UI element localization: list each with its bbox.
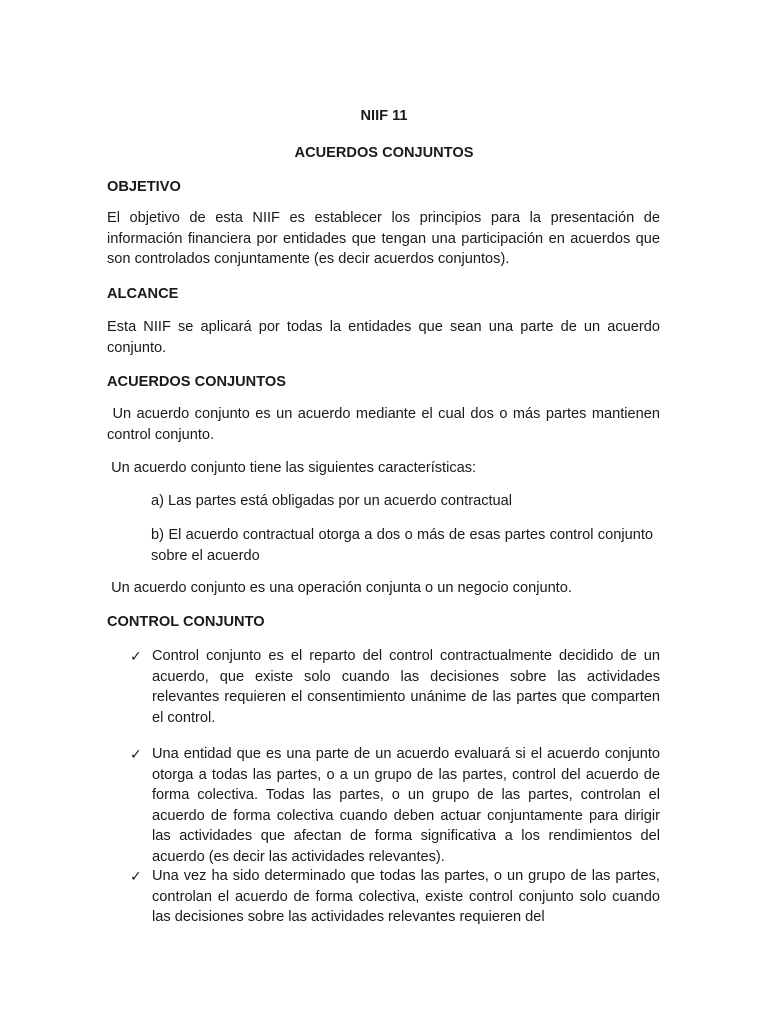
document-subtitle: ACUERDOS CONJUNTOS [294,145,474,161]
checkmark-icon: ✓ [130,868,142,884]
paragraph-alcance: Esta NIIF se aplicará por todas la entidades que sean una parte de un acuerdo conjunto. [107,319,660,356]
checkmark-icon: ✓ [130,746,142,762]
heading-control-conjunto: CONTROL CONJUNTO [107,614,265,630]
heading-acuerdos-conjuntos: ACUERDOS CONJUNTOS [107,374,286,390]
list-item-a: a) Las partes está obligadas por un acuerdo contractual [151,493,513,509]
checklist-item-text: Control conjunto es el reparto del control contractualmente decidido de un acuerdo, que existe solo cuando las decisiones sobre las actividades relevantes requieren el consentimiento unánime de las partes que comparten el control. [152,648,660,726]
paragraph-acuerdos-caracteristicas: Un acuerdo conjunto tiene las siguientes características: [107,460,477,476]
checklist-item [130,646,660,728]
paragraph-acuerdos-definicion: Un acuerdo conjunto es un acuerdo mediante el cual dos o más partes mantienen control conjunto. [107,406,665,443]
checklist-item-text: Una entidad que es una parte de un acuerdo evaluará si el acuerdo conjunto otorga a todas las partes, o a un grupo de las partes, control del acuerdo de forma colectiva. Todas las partes, o un grupo de las partes, controlan el acuerdo de forma colectiva cuando deben actuar conjuntamente para dirigir las actividades que afectan de forma significativa a los rendimientos del acuerdo (es decir las actividades relevantes). [152,746,660,865]
list-item-b: b) El acuerdo contractual otorga a dos o más de esas partes control conjunto sobre el acuerdo [151,527,653,564]
heading-alcance: ALCANCE [107,286,179,302]
checkmark-icon: ✓ [130,648,142,664]
heading-objetivo: OBJETIVO [107,179,181,195]
checklist-item [130,866,660,928]
paragraph-acuerdos-tipos: Un acuerdo conjunto es una operación conjunta o un negocio conjunto. [107,580,572,596]
checklist-item-text: Una vez ha sido determinado que todas las partes, o un grupo de las partes, controlan el acuerdo de forma colectiva, existe control conjunto solo cuando las decisiones sobre las actividades relevantes requieren del [152,868,660,925]
checklist-item [130,744,660,867]
paragraph-objetivo: El objetivo de esta NIIF es establecer los principios para la presentación de información financiera por entidades que tengan una participación en acuerdos que son controlados conjuntamente (es decir acuerdos conjuntos). [107,210,660,267]
document-title: NIIF 11 [360,108,408,124]
